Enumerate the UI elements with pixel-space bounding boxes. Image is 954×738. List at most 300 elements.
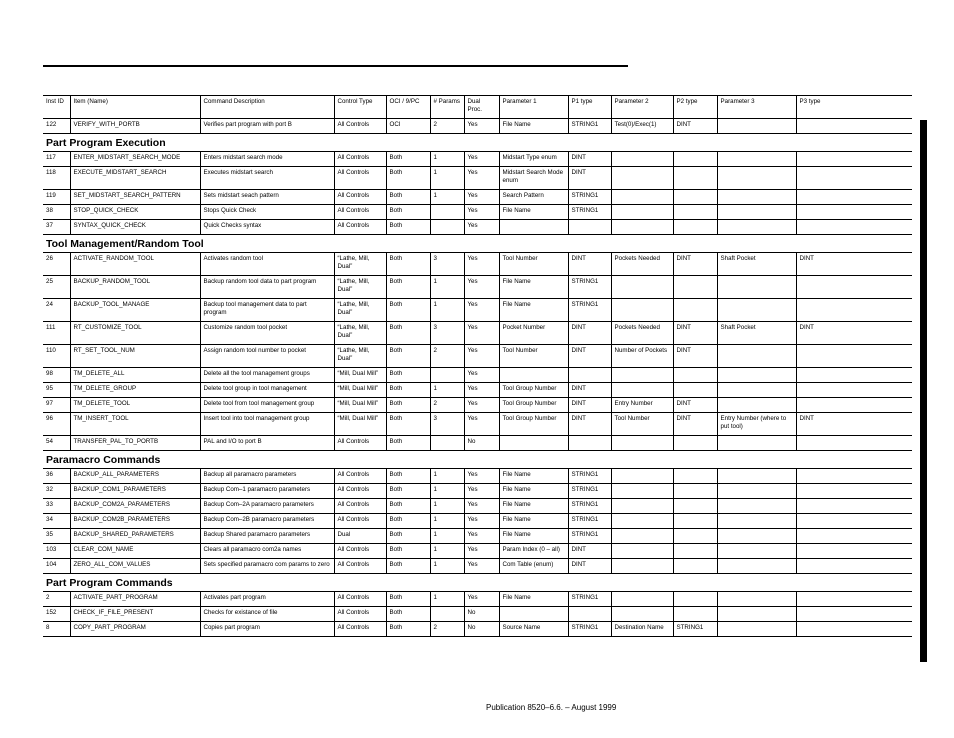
table-row xyxy=(43,299,912,322)
table-cell: DINT xyxy=(673,253,717,276)
table-cell: DINT xyxy=(568,413,611,436)
table-cell: DINT xyxy=(568,398,611,413)
header-oci: OCI / 9/PC xyxy=(386,96,430,119)
table-cell: “Lathe, Mill, Dual” xyxy=(334,322,386,345)
table-cell xyxy=(611,368,673,383)
table-cell xyxy=(673,205,717,220)
table-cell: STRING1 xyxy=(568,592,611,607)
table-cell: Tool Number xyxy=(499,345,568,368)
table-cell xyxy=(717,469,796,484)
table-cell: Param Index (0 – all) xyxy=(499,544,568,559)
table-row xyxy=(43,544,912,559)
table-cell: 1 xyxy=(430,383,464,398)
table-cell: STRING1 xyxy=(568,499,611,514)
table-cell xyxy=(717,383,796,398)
table-row xyxy=(43,484,912,499)
table-cell: STRING1 xyxy=(568,622,611,637)
table-cell xyxy=(673,220,717,235)
table-cell: All Controls xyxy=(334,205,386,220)
table-cell: PAL and I/O to port B xyxy=(200,436,334,451)
table-cell: Both xyxy=(386,383,430,398)
table-row xyxy=(43,152,912,167)
table-cell xyxy=(796,383,912,398)
table-header-row xyxy=(43,96,912,119)
table-cell: STRING1 xyxy=(568,514,611,529)
table-cell: Yes xyxy=(464,592,499,607)
table-cell: Verifies part program with port B xyxy=(200,119,334,134)
table-cell: DINT xyxy=(673,398,717,413)
table-cell xyxy=(796,345,912,368)
table-cell: All Controls xyxy=(334,119,386,134)
table-cell: OCI xyxy=(386,119,430,134)
table-cell xyxy=(611,190,673,205)
table-cell xyxy=(717,592,796,607)
table-cell: STOP_QUICK_CHECK xyxy=(70,205,200,220)
table-cell xyxy=(796,220,912,235)
table-cell: “Lathe, Mill, Dual” xyxy=(334,253,386,276)
command-table xyxy=(43,95,912,637)
table-cell: Yes xyxy=(464,544,499,559)
table-cell: TM_DELETE_ALL xyxy=(70,368,200,383)
table-cell: File Name xyxy=(499,299,568,322)
table-cell: DINT xyxy=(568,383,611,398)
table-cell: Backup Com–2A paramacro parameters xyxy=(200,499,334,514)
table-cell: 2 xyxy=(43,592,70,607)
table-cell xyxy=(611,152,673,167)
table-cell xyxy=(611,436,673,451)
table-cell: Dual xyxy=(334,529,386,544)
table-cell xyxy=(796,529,912,544)
table-cell: Delete tool from tool management group xyxy=(200,398,334,413)
table-cell: “Mill, Dual Mill” xyxy=(334,383,386,398)
table-row xyxy=(43,607,912,622)
table-cell xyxy=(568,436,611,451)
table-cell: All Controls xyxy=(334,622,386,637)
table-row xyxy=(43,592,912,607)
table-cell xyxy=(611,205,673,220)
table-cell: BACKUP_RANDOM_TOOL xyxy=(70,276,200,299)
table-cell: TM_DELETE_TOOL xyxy=(70,398,200,413)
table-cell: ZERO_ALL_COM_VALUES xyxy=(70,559,200,574)
table-cell xyxy=(673,514,717,529)
table-cell xyxy=(796,622,912,637)
table-cell: CLEAR_COM_NAME xyxy=(70,544,200,559)
table-cell: File Name xyxy=(499,469,568,484)
table-cell: 110 xyxy=(43,345,70,368)
table-cell: All Controls xyxy=(334,559,386,574)
table-cell: All Controls xyxy=(334,499,386,514)
table-cell: File Name xyxy=(499,484,568,499)
table-cell: 1 xyxy=(430,529,464,544)
table-row xyxy=(43,167,912,190)
table-cell xyxy=(796,299,912,322)
page-edge-tab xyxy=(920,120,927,662)
table-cell xyxy=(673,592,717,607)
table-cell: DINT xyxy=(568,345,611,368)
table-row xyxy=(43,514,912,529)
table-cell: 24 xyxy=(43,299,70,322)
table-cell: No xyxy=(464,607,499,622)
table-cell: Backup Shared paramacro parameters xyxy=(200,529,334,544)
table-cell: 1 xyxy=(430,559,464,574)
table-cell: 25 xyxy=(43,276,70,299)
table-cell: 2 xyxy=(430,345,464,368)
table-cell: BACKUP_SHARED_PARAMETERS xyxy=(70,529,200,544)
table-cell xyxy=(717,190,796,205)
table-cell: All Controls xyxy=(334,469,386,484)
table-cell: Yes xyxy=(464,514,499,529)
table-cell: 36 xyxy=(43,469,70,484)
table-cell: Source Name xyxy=(499,622,568,637)
table-cell xyxy=(673,299,717,322)
table-cell: 2 xyxy=(430,398,464,413)
table-cell xyxy=(717,529,796,544)
table-cell xyxy=(568,607,611,622)
table-cell: Both xyxy=(386,499,430,514)
table-cell xyxy=(717,220,796,235)
table-cell xyxy=(796,499,912,514)
table-cell: All Controls xyxy=(334,220,386,235)
table-cell: Both xyxy=(386,544,430,559)
table-cell xyxy=(611,484,673,499)
table-cell xyxy=(430,205,464,220)
table-cell: Backup Com–1 paramacro parameters xyxy=(200,484,334,499)
table-cell xyxy=(611,276,673,299)
table-cell: Copies part program xyxy=(200,622,334,637)
table-cell: Enters midstart search mode xyxy=(200,152,334,167)
table-cell: Pockets Needed xyxy=(611,322,673,345)
table-cell: “Lathe, Mill, Dual” xyxy=(334,299,386,322)
table-cell: “Mill, Dual Mill” xyxy=(334,413,386,436)
table-row xyxy=(43,220,912,235)
table-cell xyxy=(717,299,796,322)
table-cell: SYNTAX_QUICK_CHECK xyxy=(70,220,200,235)
table-cell xyxy=(430,436,464,451)
table-cell: Both xyxy=(386,622,430,637)
table-cell: Number of Pockets xyxy=(611,345,673,368)
table-cell: Assign random tool number to pocket xyxy=(200,345,334,368)
table-cell: Yes xyxy=(464,413,499,436)
table-cell: ACTIVATE_PART_PROGRAM xyxy=(70,592,200,607)
table-cell: Both xyxy=(386,484,430,499)
table-cell xyxy=(673,607,717,622)
table-cell: 1 xyxy=(430,544,464,559)
table-row xyxy=(43,398,912,413)
table-cell: Delete all the tool management groups xyxy=(200,368,334,383)
table-cell xyxy=(430,368,464,383)
table-cell: STRING1 xyxy=(568,119,611,134)
table-cell xyxy=(611,299,673,322)
table-cell xyxy=(611,559,673,574)
table-cell: DINT xyxy=(568,322,611,345)
table-cell xyxy=(611,607,673,622)
table-cell: ACTIVATE_RANDOM_TOOL xyxy=(70,253,200,276)
table-cell xyxy=(673,152,717,167)
table-cell xyxy=(611,499,673,514)
table-cell: Both xyxy=(386,190,430,205)
table-cell: Search Pattern xyxy=(499,190,568,205)
table-cell xyxy=(611,514,673,529)
table-cell: Quick Checks syntax xyxy=(200,220,334,235)
table-cell: DINT xyxy=(568,559,611,574)
table-cell xyxy=(430,607,464,622)
table-cell: DINT xyxy=(568,167,611,190)
table-cell: STRING1 xyxy=(568,276,611,299)
table-cell: Both xyxy=(386,322,430,345)
table-cell: Both xyxy=(386,469,430,484)
table-cell: Yes xyxy=(464,398,499,413)
table-cell: 1 xyxy=(430,499,464,514)
section-heading: Tool Management/Random Tool xyxy=(43,235,912,253)
table-cell: BACKUP_COM2B_PARAMETERS xyxy=(70,514,200,529)
table-cell: All Controls xyxy=(334,544,386,559)
table-cell: 1 xyxy=(430,484,464,499)
table-cell: Both xyxy=(386,299,430,322)
table-cell xyxy=(673,167,717,190)
table-cell: Backup all paramacro parameters xyxy=(200,469,334,484)
table-cell: TM_INSERT_TOOL xyxy=(70,413,200,436)
table-cell: Both xyxy=(386,436,430,451)
table-cell: All Controls xyxy=(334,190,386,205)
table-cell xyxy=(717,544,796,559)
table-row xyxy=(43,436,912,451)
table-cell: 3 xyxy=(430,413,464,436)
table-cell: BACKUP_COM1_PARAMETERS xyxy=(70,484,200,499)
table-cell: Yes xyxy=(464,119,499,134)
table-cell xyxy=(796,607,912,622)
table-cell: Both xyxy=(386,514,430,529)
table-row xyxy=(43,529,912,544)
table-cell: Both xyxy=(386,167,430,190)
table-cell: Yes xyxy=(464,152,499,167)
table-cell xyxy=(673,190,717,205)
table-cell: DINT xyxy=(568,544,611,559)
section-heading-row xyxy=(43,235,912,253)
table-cell: File Name xyxy=(499,514,568,529)
table-cell: 33 xyxy=(43,499,70,514)
table-cell xyxy=(673,368,717,383)
table-cell: Yes xyxy=(464,220,499,235)
table-cell: 38 xyxy=(43,205,70,220)
table-cell: Customize random tool pocket xyxy=(200,322,334,345)
table-cell: STRING1 xyxy=(568,529,611,544)
table-cell xyxy=(717,514,796,529)
table-cell: 54 xyxy=(43,436,70,451)
header-p2-type: P2 type xyxy=(673,96,717,119)
table-cell xyxy=(717,499,796,514)
top-rule xyxy=(43,65,628,67)
table-cell: COPY_PART_PROGRAM xyxy=(70,622,200,637)
table-cell: File Name xyxy=(499,592,568,607)
table-cell: Tool Number xyxy=(499,253,568,276)
table-cell: 103 xyxy=(43,544,70,559)
table-cell: Both xyxy=(386,253,430,276)
table-cell: 122 xyxy=(43,119,70,134)
table-cell: RT_SET_TOOL_NUM xyxy=(70,345,200,368)
table-cell xyxy=(717,436,796,451)
table-cell: DINT xyxy=(796,253,912,276)
table-cell xyxy=(796,152,912,167)
table-cell: 1 xyxy=(430,152,464,167)
table-cell: Yes xyxy=(464,253,499,276)
table-cell: DINT xyxy=(673,413,717,436)
header-p1-type: P1 type xyxy=(568,96,611,119)
table-cell xyxy=(611,220,673,235)
table-cell xyxy=(796,368,912,383)
table-cell: Stops Quick Check xyxy=(200,205,334,220)
header-control-type: Control Type xyxy=(334,96,386,119)
table-cell: Backup tool management data to part program xyxy=(200,299,334,322)
table-cell: Yes xyxy=(464,345,499,368)
table-cell: Activates part program xyxy=(200,592,334,607)
table-cell xyxy=(796,205,912,220)
table-cell: STRING1 xyxy=(568,299,611,322)
table-cell xyxy=(796,398,912,413)
table-cell: Backup Com–2B paramacro parameters xyxy=(200,514,334,529)
table-cell xyxy=(717,559,796,574)
table-cell: Sets specified paramacro com params to zero xyxy=(200,559,334,574)
table-cell: “Mill, Dual Mill” xyxy=(334,398,386,413)
table-cell xyxy=(796,190,912,205)
table-row xyxy=(43,205,912,220)
table-row xyxy=(43,322,912,345)
header-inst-id: Inst ID xyxy=(43,96,70,119)
table-cell: STRING1 xyxy=(673,622,717,637)
table-cell: DINT xyxy=(568,253,611,276)
table-cell: Both xyxy=(386,607,430,622)
table-cell xyxy=(717,345,796,368)
table-cell: “Lathe, Mill, Dual” xyxy=(334,345,386,368)
table-cell xyxy=(673,484,717,499)
table-cell: EXECUTE_MIDSTART_SEARCH xyxy=(70,167,200,190)
table-cell: Entry Number xyxy=(611,398,673,413)
table-row xyxy=(43,622,912,637)
table-cell: Shaft Pocket xyxy=(717,322,796,345)
table-cell xyxy=(717,622,796,637)
table-cell xyxy=(499,368,568,383)
table-cell: All Controls xyxy=(334,514,386,529)
table-row xyxy=(43,345,912,368)
table-cell: Pockets Needed xyxy=(611,253,673,276)
table-cell xyxy=(499,436,568,451)
header-parameter-1: Parameter 1 xyxy=(499,96,568,119)
table-cell xyxy=(796,544,912,559)
table-cell xyxy=(611,592,673,607)
table-cell: Test(0)/Exec(1) xyxy=(611,119,673,134)
table-cell: 3 xyxy=(430,253,464,276)
table-cell: Sets midstart seach pattern xyxy=(200,190,334,205)
table-cell xyxy=(611,383,673,398)
table-cell: STRING1 xyxy=(568,484,611,499)
table-cell: Pocket Number xyxy=(499,322,568,345)
table-cell: No xyxy=(464,436,499,451)
table-cell: Yes xyxy=(464,368,499,383)
section-heading-row xyxy=(43,451,912,469)
table-cell xyxy=(717,607,796,622)
table-cell: DINT xyxy=(568,152,611,167)
table-cell: All Controls xyxy=(334,607,386,622)
table-cell: 34 xyxy=(43,514,70,529)
table-cell: Yes xyxy=(464,276,499,299)
table-cell: 117 xyxy=(43,152,70,167)
table-cell xyxy=(673,529,717,544)
table-cell: 3 xyxy=(430,322,464,345)
section-heading: Part Program Commands xyxy=(43,574,912,592)
header-command-description: Command Description xyxy=(200,96,334,119)
table-cell: Both xyxy=(386,559,430,574)
table-cell: 1 xyxy=(430,469,464,484)
table-cell: Yes xyxy=(464,190,499,205)
table-cell xyxy=(673,436,717,451)
table-cell: All Controls xyxy=(334,167,386,190)
table-cell: RT_CUSTOMIZE_TOOL xyxy=(70,322,200,345)
table-cell: 2 xyxy=(430,622,464,637)
section-heading-row xyxy=(43,574,912,592)
table-row xyxy=(43,413,912,436)
table-cell: 1 xyxy=(430,167,464,190)
table-cell xyxy=(673,383,717,398)
table-cell: STRING1 xyxy=(568,190,611,205)
table-row xyxy=(43,276,912,299)
table-cell: Both xyxy=(386,398,430,413)
table-cell xyxy=(796,436,912,451)
header-parameter-2: Parameter 2 xyxy=(611,96,673,119)
header-num-params: # Params xyxy=(430,96,464,119)
table-cell: STRING1 xyxy=(568,205,611,220)
table-cell: Checks for existance of file xyxy=(200,607,334,622)
table-cell xyxy=(717,276,796,299)
table-cell: Both xyxy=(386,592,430,607)
table-cell: 119 xyxy=(43,190,70,205)
table-cell xyxy=(796,276,912,299)
table-cell xyxy=(796,514,912,529)
table-cell: TM_DELETE_GROUP xyxy=(70,383,200,398)
table-cell: 32 xyxy=(43,484,70,499)
table-cell: Insert tool into tool management group xyxy=(200,413,334,436)
table-cell: Midstart Search Mode enum xyxy=(499,167,568,190)
table-row xyxy=(43,368,912,383)
table-cell: DINT xyxy=(673,345,717,368)
table-cell xyxy=(796,167,912,190)
table-cell xyxy=(717,205,796,220)
table-cell: Both xyxy=(386,205,430,220)
table-cell: ENTER_MIDSTART_SEARCH_MODE xyxy=(70,152,200,167)
table-cell: Backup random tool data to part program xyxy=(200,276,334,299)
table-cell: 37 xyxy=(43,220,70,235)
header-p3-type: P3 type xyxy=(796,96,912,119)
table-cell xyxy=(568,220,611,235)
table-cell: TRANSFER_PAL_TO_PORTB xyxy=(70,436,200,451)
table-cell xyxy=(717,152,796,167)
table-cell xyxy=(673,499,717,514)
table-cell: Yes xyxy=(464,469,499,484)
table-cell xyxy=(611,469,673,484)
table-cell xyxy=(430,220,464,235)
table-cell: Shaft Pocket xyxy=(717,253,796,276)
table-cell: 35 xyxy=(43,529,70,544)
table-cell: Activates random tool xyxy=(200,253,334,276)
table-cell: Both xyxy=(386,529,430,544)
table-cell: Yes xyxy=(464,322,499,345)
table-cell: Tool Number xyxy=(611,413,673,436)
table-cell: Both xyxy=(386,220,430,235)
table-cell: Yes xyxy=(464,499,499,514)
table-cell: Destination Name xyxy=(611,622,673,637)
table-cell xyxy=(796,484,912,499)
table-cell: Yes xyxy=(464,383,499,398)
table-cell: 98 xyxy=(43,368,70,383)
table-cell: 95 xyxy=(43,383,70,398)
